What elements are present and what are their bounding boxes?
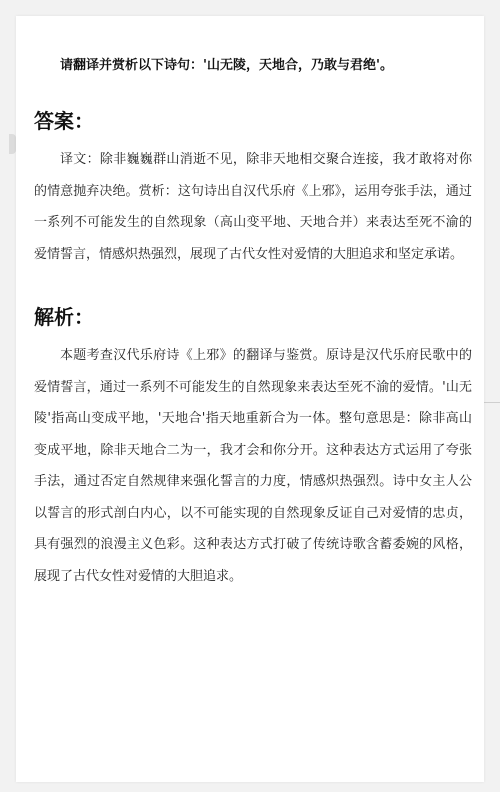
question-text: 请翻译并赏析以下诗句：'山无陵，天地合，乃敢与君绝'。 (60, 58, 393, 73)
analysis-heading: 解析： (34, 305, 94, 329)
page-edge-line (484, 402, 500, 403)
answer-heading: 答案： (34, 109, 94, 133)
page-edge-tab (9, 134, 16, 154)
analysis-body: 本题考查汉代乐府诗《上邪》的翻译与鉴赏。原诗是汉代乐府民歌中的爱情誓言，通过一系列不可能发生的自然现象来表达至死不渝的爱情。'山无陵'指高山变成平地，'天地合'指天地重新合为一体。整句意思是：除非高山变成平地，除非天地合二为一，我才会和你分开。这种表达方式运用了夸张手法，通过否定自然规律来强化誓言的力度，情感炽热强烈。诗中女主人公以誓言的形式剖白内心，以不可能实现的自然现象反证自己对爱情的忠贞，具有强烈的浪漫主义色彩。这种表达方式打破了传统诗歌含蓄委婉的风格，展现了古代女性对爱情的大胆追求。 (34, 348, 472, 584)
document-page (16, 16, 484, 782)
answer-body: 译文：除非巍巍群山消逝不见，除非天地相交聚合连接，我才敢将对你的情意抛弃决绝。赏析：这句诗出自汉代乐府《上邪》，运用夸张手法，通过一系列不可能发生的自然现象（高山变平地、天地合并）来表达至死不渝的爱情誓言，情感炽热强烈，展现了古代女性对爱情的大胆追求和坚定承诺。 (34, 152, 472, 262)
